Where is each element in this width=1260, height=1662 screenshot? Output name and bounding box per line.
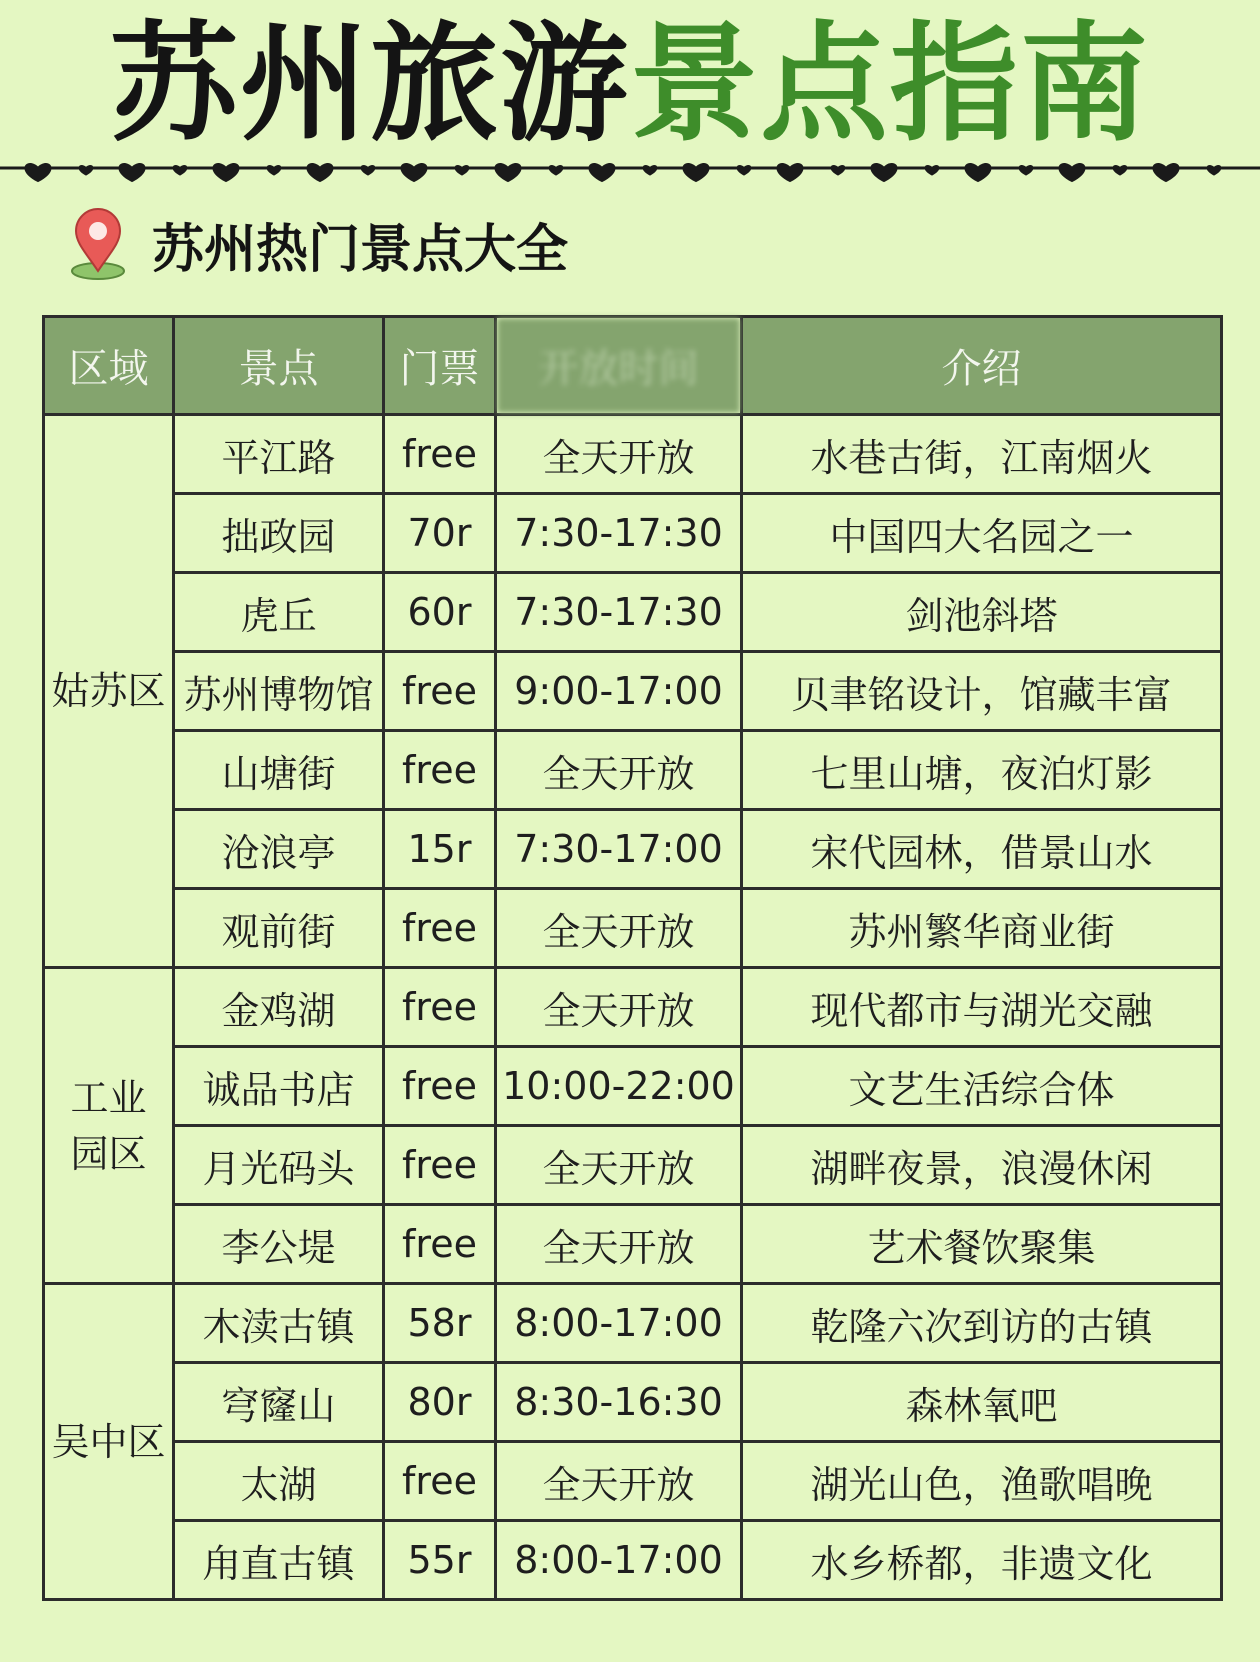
cell-region: 工业园区 — [44, 968, 174, 1284]
cell-hours: 10:00-22:00 — [496, 1047, 742, 1126]
title-part-dark: 苏州旅游 — [109, 10, 630, 159]
cell-intro: 艺术餐饮聚集 — [742, 1205, 1222, 1284]
cell-ticket: free — [384, 1126, 496, 1205]
cell-hours: 全天开放 — [496, 968, 742, 1047]
cell-ticket: free — [384, 731, 496, 810]
table-row — [44, 1363, 1222, 1442]
cell-spot: 木渎古镇 — [174, 1284, 384, 1363]
cell-spot: 诚品书店 — [174, 1047, 384, 1126]
table-row — [44, 415, 1222, 494]
cell-spot: 太湖 — [174, 1442, 384, 1521]
section-subtitle: 苏州热门景点大全 — [152, 219, 569, 280]
table-row — [44, 889, 1222, 968]
heart-icon — [964, 163, 991, 182]
heart-icon — [118, 163, 145, 182]
cell-hours: 7:30-17:00 — [496, 810, 742, 889]
heart-icon — [1058, 163, 1085, 182]
cell-ticket: free — [384, 1442, 496, 1521]
cell-ticket: 60r — [384, 573, 496, 652]
cell-hours: 全天开放 — [496, 889, 742, 968]
cell-intro: 贝聿铭设计，馆藏丰富 — [742, 652, 1222, 731]
table-row — [44, 494, 1222, 573]
cell-region: 姑苏区 — [44, 415, 174, 968]
cell-spot: 苏州博物馆 — [174, 652, 384, 731]
cell-intro: 湖光山色，渔歌唱晚 — [742, 1442, 1222, 1521]
cell-intro: 剑池斜塔 — [742, 573, 1222, 652]
table-row — [44, 1126, 1222, 1205]
cell-spot: 虎丘 — [174, 573, 384, 652]
cell-hours: 全天开放 — [496, 1442, 742, 1521]
heart-icon — [400, 163, 427, 182]
cell-hours: 7:30-17:30 — [496, 573, 742, 652]
cell-ticket: free — [384, 968, 496, 1047]
header-hours: 开放时间 — [496, 317, 742, 415]
heart-divider — [0, 152, 1260, 202]
cell-hours: 9:00-17:00 — [496, 652, 742, 731]
cell-ticket: free — [384, 889, 496, 968]
cell-spot: 拙政园 — [174, 494, 384, 573]
cell-intro: 水乡桥都，非遗文化 — [742, 1521, 1222, 1600]
heart-icon — [212, 163, 239, 182]
cell-intro: 宋代园林，借景山水 — [742, 810, 1222, 889]
cell-ticket: 58r — [384, 1284, 496, 1363]
cell-hours: 全天开放 — [496, 415, 742, 494]
location-pin-icon — [68, 207, 128, 281]
page-title — [0, 10, 1260, 160]
cell-intro: 湖畔夜景，浪漫休闲 — [742, 1126, 1222, 1205]
table-row — [44, 652, 1222, 731]
heart-icon — [306, 163, 333, 182]
cell-intro: 乾隆六次到访的古镇 — [742, 1284, 1222, 1363]
cell-intro: 文艺生活综合体 — [742, 1047, 1222, 1126]
cell-spot: 平江路 — [174, 415, 384, 494]
table-row — [44, 573, 1222, 652]
cell-intro: 苏州繁华商业街 — [742, 889, 1222, 968]
cell-ticket: 70r — [384, 494, 496, 573]
cell-intro: 森林氧吧 — [742, 1363, 1222, 1442]
subtitle-row — [68, 204, 568, 284]
cell-spot: 月光码头 — [174, 1126, 384, 1205]
table-row — [44, 1205, 1222, 1284]
cell-hours: 全天开放 — [496, 731, 742, 810]
attractions-table — [42, 315, 1223, 1601]
table-row — [44, 810, 1222, 889]
cell-ticket: free — [384, 652, 496, 731]
cell-spot: 沧浪亭 — [174, 810, 384, 889]
cell-hours: 8:30-16:30 — [496, 1363, 742, 1442]
heart-icon — [870, 163, 897, 182]
cell-ticket: free — [384, 1205, 496, 1284]
table-row — [44, 1284, 1222, 1363]
header-spot: 景点 — [174, 317, 384, 415]
table-row — [44, 731, 1222, 810]
cell-spot: 山塘街 — [174, 731, 384, 810]
title-part-green: 景点指南 — [630, 10, 1151, 159]
table-row — [44, 968, 1222, 1047]
table-header-row — [44, 317, 1222, 415]
cell-intro: 水巷古街，江南烟火 — [742, 415, 1222, 494]
cell-intro: 中国四大名园之一 — [742, 494, 1222, 573]
cell-spot: 观前街 — [174, 889, 384, 968]
table-row — [44, 1442, 1222, 1521]
cell-hours: 8:00-17:00 — [496, 1284, 742, 1363]
cell-spot: 甪直古镇 — [174, 1521, 384, 1600]
cell-ticket: 55r — [384, 1521, 496, 1600]
cell-hours: 全天开放 — [496, 1126, 742, 1205]
cell-ticket: 15r — [384, 810, 496, 889]
header-region: 区域 — [44, 317, 174, 415]
heart-icon — [776, 163, 803, 182]
cell-spot: 金鸡湖 — [174, 968, 384, 1047]
heart-icon — [1152, 163, 1179, 182]
cell-hours: 7:30-17:30 — [496, 494, 742, 573]
cell-hours: 8:00-17:00 — [496, 1521, 742, 1600]
heart-icon — [682, 163, 709, 182]
cell-spot: 穹窿山 — [174, 1363, 384, 1442]
cell-intro: 七里山塘，夜泊灯影 — [742, 731, 1222, 810]
header-intro: 介绍 — [742, 317, 1222, 415]
table-row — [44, 1047, 1222, 1126]
cell-ticket: free — [384, 415, 496, 494]
cell-hours: 全天开放 — [496, 1205, 742, 1284]
heart-icon — [588, 163, 615, 182]
heart-icon — [494, 163, 521, 182]
cell-ticket: 80r — [384, 1363, 496, 1442]
heart-icon — [24, 163, 51, 182]
cell-intro: 现代都市与湖光交融 — [742, 968, 1222, 1047]
header-ticket: 门票 — [384, 317, 496, 415]
cell-spot: 李公堤 — [174, 1205, 384, 1284]
table-row — [44, 1521, 1222, 1600]
cell-ticket: free — [384, 1047, 496, 1126]
cell-region: 吴中区 — [44, 1284, 174, 1600]
